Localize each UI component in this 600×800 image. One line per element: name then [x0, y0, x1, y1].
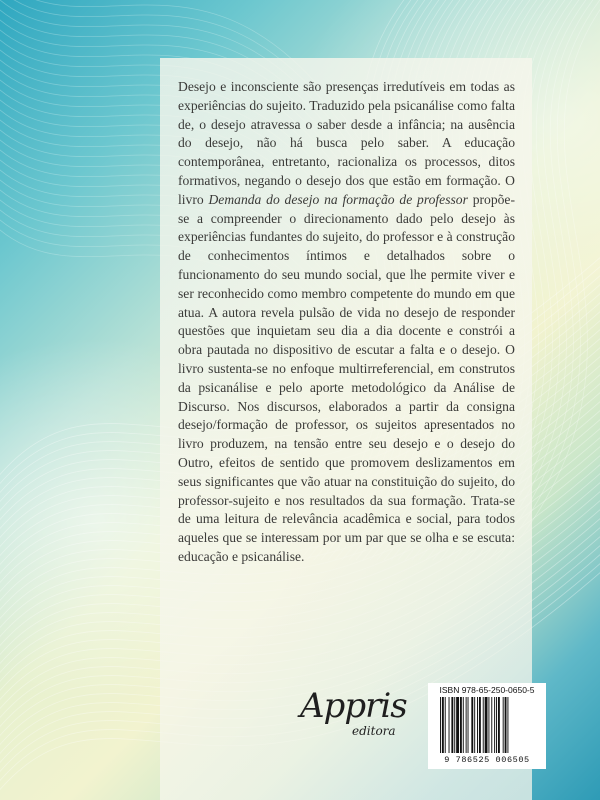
blurb-part-2: propõe-se a compreender o direcionamento dado pelo desejo às experiências fundantes do sujeito, do professor e à construção de conhecimentos íntimos e detalhados sobre o funcionamento do seu mundo social, que lhe permite viver e ser reconhecido como membro competente do mundo em que atua. A autora revela pulsão de vida no desejo de responder questões que inquietam seu dia a dia docente e constrói a obra pautada no dispositivo de escutar a falta e o desejo. O livro sustenta-se no enfoque multirreferencial, em construtos da psicanálise e pelo aporte metodológico da Análise de Discurso. Nos discursos, elaborados a partir da consigna desejo/formação de professor, os sujeitos apresentados no livro produzem, na tensão entre seu desejo e o desejo do Outro, efeitos de sentido que promovem deslizamentos em seus significantes que vão atuar na constituição do sujeito, do professor-sujeito e nos resultados da sua formação. Trata-se de uma leitura de relevância acadêmica e social, para todos aqueles que se interessam por um par que se olha e se escuta: educação e psicanálise. — [178, 191, 515, 564]
book-title: Demanda do desejo na formação de professor — [208, 191, 468, 207]
publisher-sub: editora — [352, 724, 396, 738]
isbn-label: ISBN 978-65-250-0650-5 — [439, 685, 535, 695]
barcode-icon — [438, 697, 538, 755]
publisher-logo — [300, 686, 418, 748]
ean-number: 9 786525 006505 — [444, 755, 530, 765]
blurb-part-1: Desejo e inconsciente são presenças irredutíveis em todas as experiências do sujeito. Traduzido pela psicanálise como falta de, o desejo atravessa o saber desde a infância; na ausência do desejo, não há busca pelo saber. A educação contemporânea, entretanto, racionaliza os processos, ditos formativos, negando o desejo dos que estão em formação. O livro — [178, 79, 515, 207]
publisher-name: Appris — [300, 686, 407, 726]
isbn-barcode-box — [428, 683, 546, 769]
blurb-text — [178, 78, 515, 567]
